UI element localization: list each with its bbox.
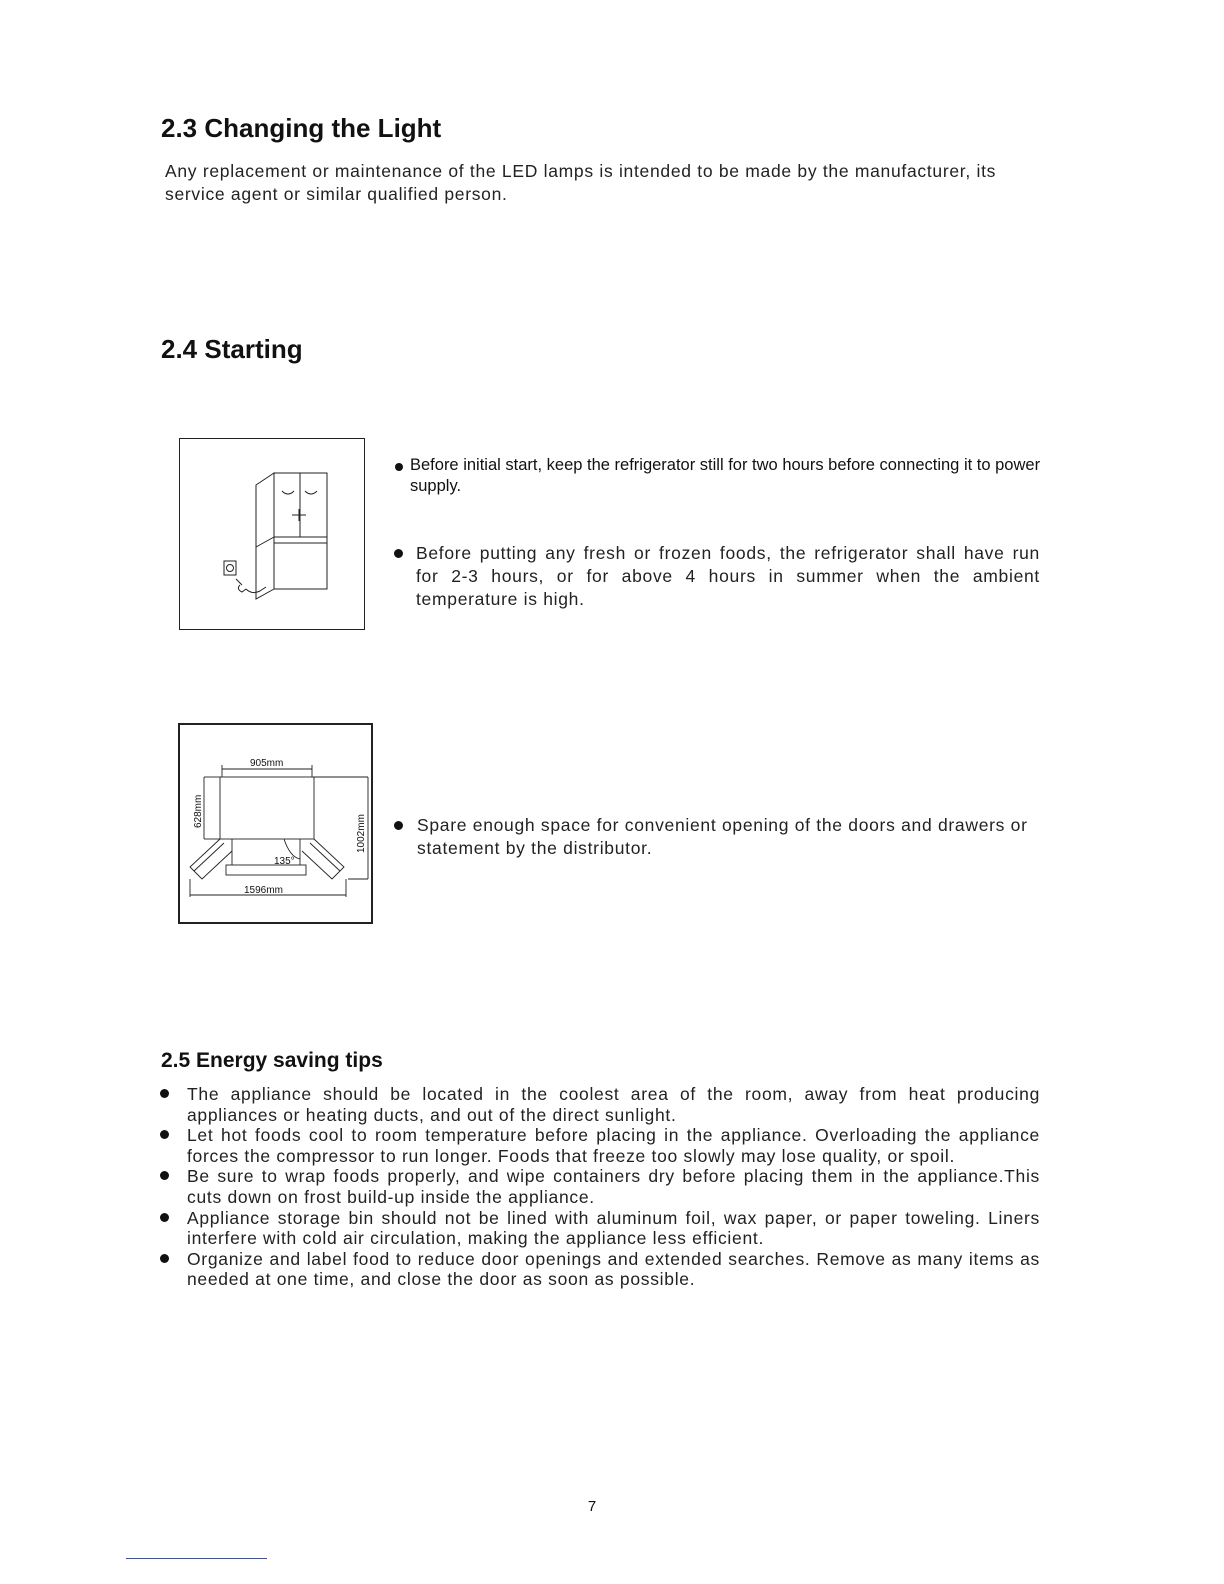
refrigerator-power-illustration — [179, 438, 365, 630]
bullet-icon — [160, 1130, 169, 1139]
starting-bullet-3 — [394, 814, 1045, 860]
starting-bullet-1 — [395, 455, 1045, 497]
clearance-diagram-drawing — [180, 725, 371, 922]
section-heading-energy-saving: 2.5 Energy saving tips — [161, 1049, 383, 1072]
list-item — [160, 1249, 1045, 1290]
open-depth-dimension-label: 1002mm — [356, 814, 367, 853]
starting-bullet-2 — [394, 542, 1045, 611]
changing-light-paragraph: Any replacement or maintenance of the LED lamps is intended to be made by the manufacturer, its service agent or similar qualified person. — [165, 161, 997, 204]
starting-bullet-3-text: Spare enough space for convenient opening of the doors and drawers or statement by the distributor. — [417, 815, 1028, 858]
open-width-dimension-label: 1596mm — [244, 885, 283, 896]
bullet-icon — [160, 1089, 169, 1098]
page-number: 7 — [587, 1498, 597, 1515]
bullet-icon — [394, 549, 403, 558]
list-item — [160, 1125, 1045, 1166]
section-heading-starting: 2.4 Starting — [161, 334, 303, 364]
refrigerator-icon — [180, 439, 363, 628]
bullet-icon — [395, 463, 403, 471]
energy-tip-text: Let hot foods cool to room temperature before placing in the appliance. Overloading the appliance forces the compressor to run longer. Foods that freeze too slowly may lose quality, or spoil. — [187, 1125, 1040, 1166]
starting-bullet-2-text: Before putting any fresh or frozen foods, the refrigerator shall have run for 2-3 hours, or for above 4 hours in summer when the ambient temperature is high. — [416, 543, 1040, 609]
depth-dimension-label: 628mm — [193, 794, 204, 828]
width-dimension-label: 905mm — [250, 758, 284, 769]
list-item — [160, 1208, 1045, 1249]
section-heading-changing-light: 2.3 Changing the Light — [161, 113, 442, 143]
energy-tip-text: Appliance storage bin should not be lined with aluminum foil, wax paper, or paper toweling. Liners interfere with cold air circulation, making the appliance less efficient. — [187, 1207, 1040, 1249]
bullet-icon — [160, 1171, 169, 1180]
energy-tip-text: Be sure to wrap foods properly, and wipe containers dry before placing them in the appliance.This cuts down on frost build-up inside the appliance. — [187, 1166, 1040, 1207]
bullet-icon — [160, 1254, 169, 1263]
door-angle-label: 135° — [274, 856, 295, 867]
bullet-icon — [394, 821, 403, 830]
list-item — [160, 1166, 1045, 1207]
energy-tip-text: The appliance should be located in the coolest area of the room, away from heat producing appliances or heating ducts, and out of the direct sunlight. — [187, 1084, 1040, 1125]
energy-tips-list — [160, 1084, 1045, 1290]
bullet-icon — [160, 1213, 169, 1222]
starting-bullet-1-text: Before initial start, keep the refrigerator still for two hours before connecting it to power supply. — [410, 456, 1041, 495]
footer-rule — [126, 1558, 267, 1559]
clearance-diagram — [178, 723, 373, 924]
energy-tip-text: Organize and label food to reduce door openings and extended searches. Remove as many items as needed at one time, and close the door as soon as possible. — [187, 1248, 1040, 1290]
list-item — [160, 1084, 1045, 1125]
